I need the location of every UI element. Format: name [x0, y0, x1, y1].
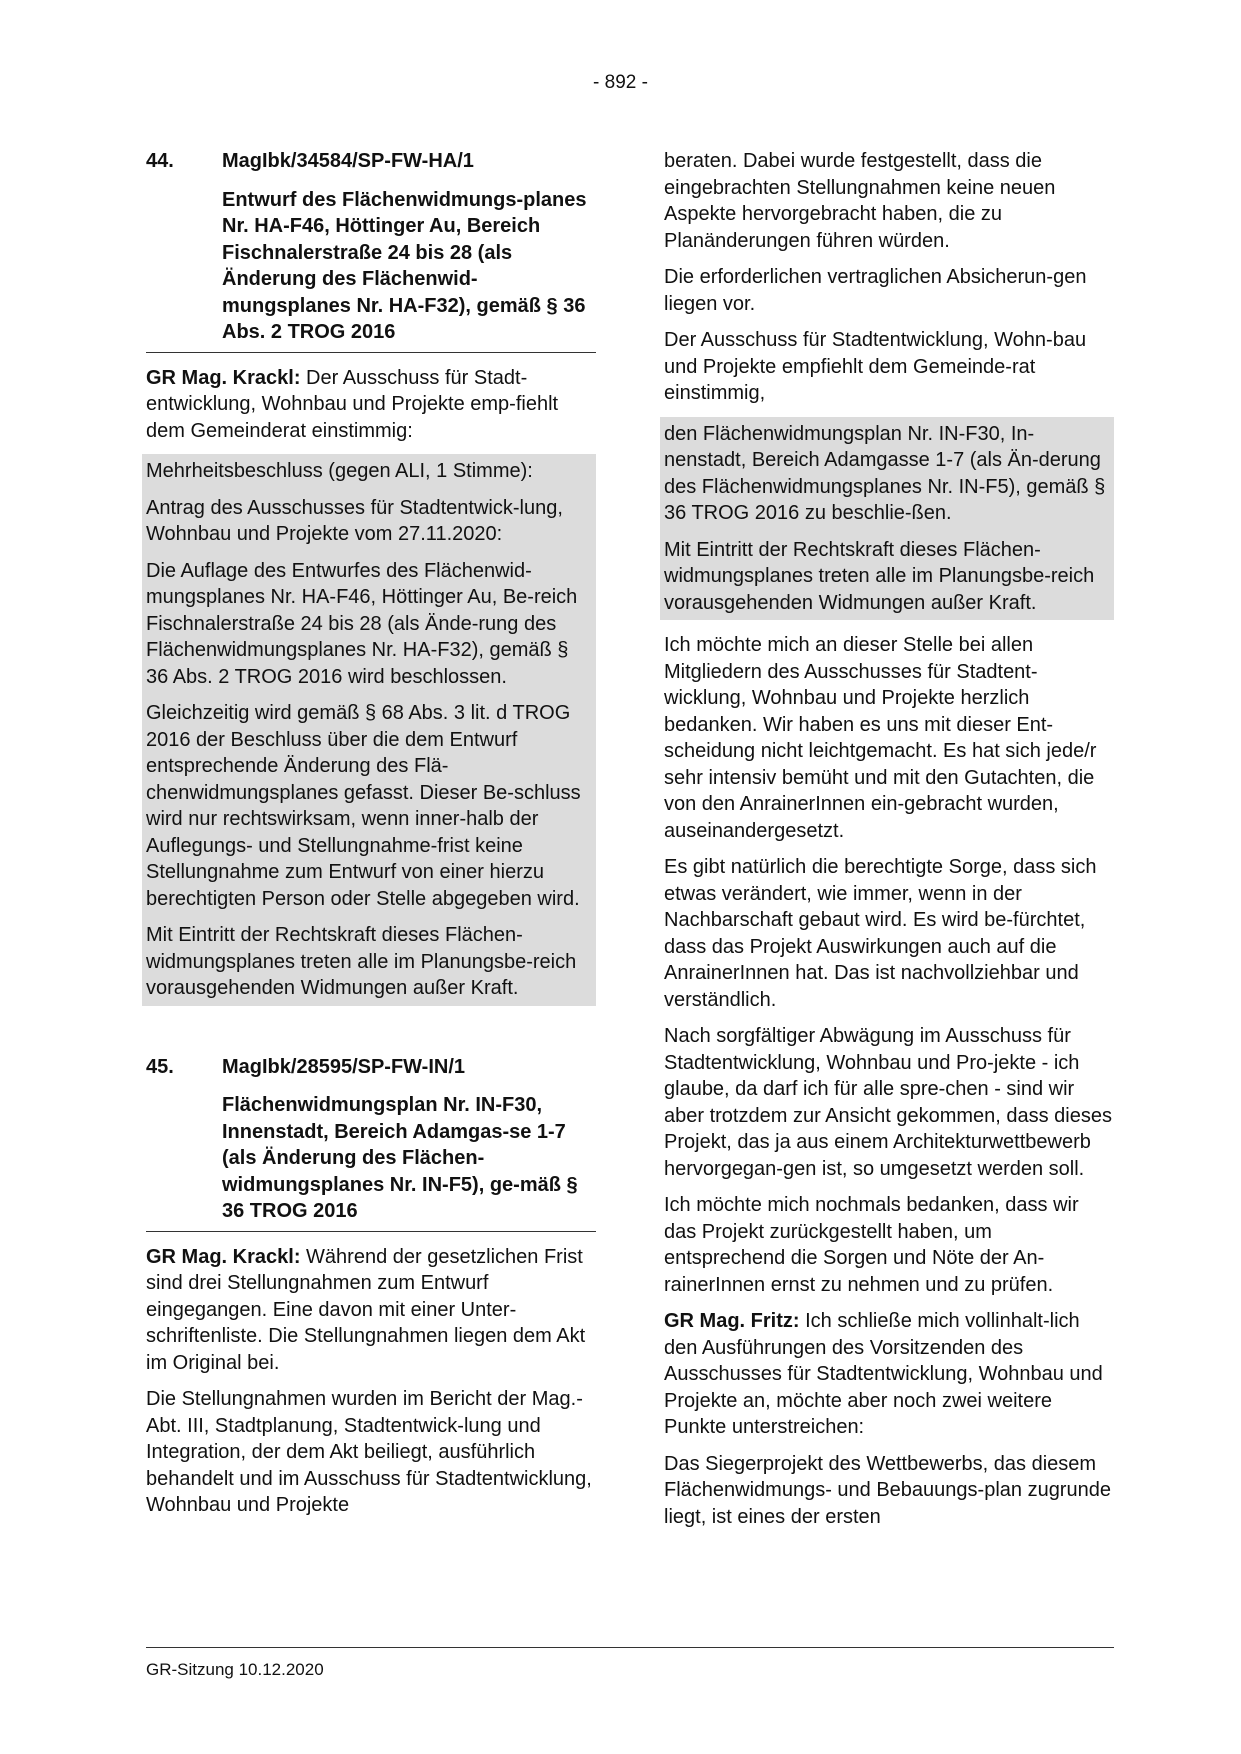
- text-paragraph: Das Siegerprojekt des Wettbewerbs, das diesem Flächenwidmungs- und Bebauungs-plan zugrunde liegt, ist eines der ersten: [664, 1452, 1111, 1528]
- resolution-paragraph: Mit Eintritt der Rechtskraft dieses Flächen-widmungsplanes treten alle im Planungsbe-reich vorausgehenden Widmungen außer Kraft.: [664, 538, 1095, 614]
- speech-paragraph: [146, 365, 596, 445]
- left-column: [146, 148, 596, 1529]
- divider: [146, 1231, 596, 1232]
- speaker-name: GR Mag. Krackl:: [146, 366, 301, 389]
- speech-text: Der Ausschuss für Stadt-entwicklung, Wohnbau und Projekte emp-fiehlt dem Gemeinderat einstimmig:: [146, 366, 559, 442]
- resolution-block: [660, 417, 1114, 621]
- right-column: [664, 148, 1114, 1540]
- resolution-block: [142, 454, 596, 1006]
- text-paragraph: Es gibt natürlich die berechtigte Sorge, dass sich etwas verändert, wie immer, wenn in der Nachbarschaft gebaut wird. Es wird be-fürchtet, dass das Projekt Auswirkungen auch auf die AnrainerInnen hat. Das ist nachvollziehbar und verständlich.: [664, 856, 1097, 1011]
- footer-text: GR-Sitzung 10.12.2020: [146, 1660, 324, 1679]
- item-number: 45.: [146, 1055, 174, 1078]
- agenda-item-44: [146, 148, 596, 352]
- speech-paragraph: [146, 1244, 596, 1377]
- item-title: Flächenwidmungsplan Nr. IN-F30, Innenstadt, Bereich Adamgas-se 1-7 (als Änderung des Flächen-widmungsplanes Nr. IN-F5), ge-mäß § 36 TROG 2016: [222, 1094, 578, 1222]
- text-paragraph: Der Ausschuss für Stadtentwicklung, Wohn-bau und Projekte empfiehlt dem Gemeinde-rat einstimmig,: [664, 329, 1087, 404]
- resolution-paragraph: den Flächenwidmungsplan Nr. IN-F30, In-nenstadt, Bereich Adamgasse 1-7 (als Än-derung des Flächenwidmungsplanes Nr. IN-F5), gemäß § 36 TROG 2016 zu beschlie-ßen.: [664, 422, 1106, 524]
- resolution-paragraph: Mit Eintritt der Rechtskraft dieses Flächen-widmungsplanes treten alle im Planungsbe-reich vorausgehenden Widmungen außer Kraft.: [146, 924, 577, 999]
- text-paragraph: Die erforderlichen vertraglichen Absicherun-gen liegen vor.: [664, 266, 1087, 315]
- speech-text: Ich schließe mich vollinhalt-lich den Ausführungen des Vorsitzenden des Ausschusses für Stadtentwicklung, Wohnbau und Projekte an, möchte aber noch zwei weitere Punkte unterstreichen:: [664, 1310, 1103, 1438]
- item-code: MagIbk/34584/SP-FW-HA/1: [222, 150, 474, 172]
- text-paragraph: Die Stellungnahmen wurden im Bericht der Mag.-Abt. III, Stadtplanung, Stadtentwick-lung und Integration, der dem Akt beiliegt, ausführlich behandelt und im Ausschuss für Stadtentwicklung, Wohnbau und Projekte: [146, 1388, 592, 1516]
- speaker-name: GR Mag. Krackl:: [146, 1245, 301, 1268]
- text-paragraph: Ich möchte mich an dieser Stelle bei allen Mitgliedern des Ausschusses für Stadtent-wicklung, Wohnbau und Projekte herzlich bedanken. Wir haben es uns mit dieser Ent-scheidung nicht leichtgemacht. Es hat sich jede/r sehr intensiv bemüht und mit den Gutachten, die von den AnrainerInnen ein-gebracht wurden, auseinandergesetzt.: [664, 634, 1097, 842]
- speech-paragraph: [664, 1308, 1114, 1441]
- page-number: - 892 -: [593, 72, 648, 93]
- speaker-name: GR Mag. Fritz:: [664, 1310, 800, 1332]
- resolution-paragraph: Gleichzeitig wird gemäß § 68 Abs. 3 lit. d TROG 2016 der Beschluss über die dem Entwurf entsprechende Änderung des Flä-chenwidmungsplanes gefasst. Dieser Be-schluss wird nur rechtswirksam, wenn inner-halb der Auflegungs- und Stellungnahme-frist keine Stellungnahme zum Entwurf von einer hierzu berechtigten Person oder Stelle abgegeben wird.: [146, 702, 581, 910]
- item-number: 44.: [146, 150, 174, 172]
- speech-text: Während der gesetzlichen Frist sind drei Stellungnahmen zum Entwurf eingegangen. Eine davon mit einer Unter-schriftenliste. Die Stellungnahmen liegen dem Akt im Original bei.: [146, 1245, 586, 1374]
- footer-divider: [146, 1647, 1114, 1648]
- resolution-paragraph: Die Auflage des Entwurfes des Flächenwid-mungsplanes Nr. HA-F46, Höttinger Au, Be-reich Fischnalerstraße 24 bis 28 (als Ände-rung des Flächenwidmungsplanes Nr. HA-F32), gemäß § 36 Abs. 2 TROG 2016 wird beschlossen.: [146, 559, 578, 688]
- text-paragraph: beraten. Dabei wurde festgestellt, dass die eingebrachten Stellungnahmen keine neuen Aspekte hervorgebracht haben, die zu Planänderungen führen würden.: [664, 150, 1056, 252]
- item-code: MagIbk/28595/SP-FW-IN/1: [222, 1055, 465, 1078]
- divider: [146, 352, 596, 353]
- item-title: Entwurf des Flächenwidmungs-planes Nr. HA-F46, Höttinger Au, Bereich Fischnalerstraße 24 bis 28 (als Änderung des Flächenwid-mungsplanes Nr. HA-F32), gemäß § 36 Abs. 2 TROG 2016: [222, 188, 587, 343]
- text-paragraph: Nach sorgfältiger Abwägung im Ausschuss für Stadtentwicklung, Wohnbau und Pro-jekte - ich glaube, da darf ich für alle spre-chen - sind wir aber trotzdem zur Ansicht gekommen, dass dieses Projekt, das ja aus einem Architekturwettbewerb hervorgegan-gen ist, so umgesetzt werden soll.: [664, 1025, 1112, 1180]
- agenda-item-45: [146, 1054, 596, 1231]
- resolution-paragraph: Mehrheitsbeschluss (gegen ALI, 1 Stimme):: [146, 460, 533, 482]
- resolution-paragraph: Antrag des Ausschusses für Stadtentwick-lung, Wohnbau und Projekte vom 27.11.2020:: [146, 496, 563, 545]
- text-paragraph: Ich möchte mich nochmals bedanken, dass wir das Projekt zurückgestellt haben, um entsprechend die Sorgen und Nöte der An-rainerInnen ernst zu nehmen und zu prüfen.: [664, 1194, 1079, 1296]
